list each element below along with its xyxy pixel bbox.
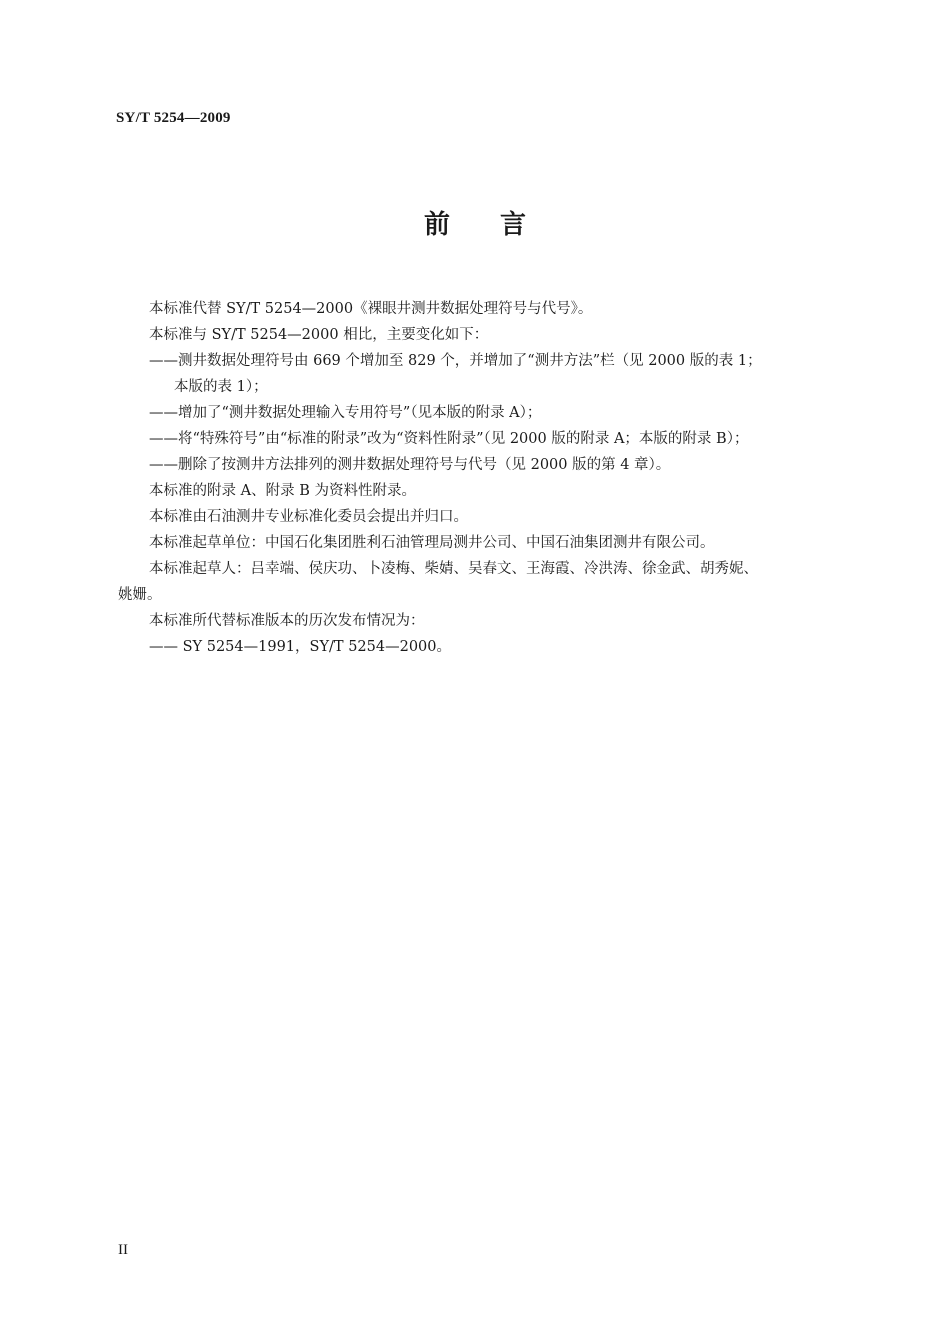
list-item-change-3: ——将“特殊符号”由“标准的附录”改为“资料性附录”（见 2000 版的附录 A；本版的附录 B）； (149, 431, 749, 447)
paragraph-history-intro: 本标准所代替标准版本的历次发布情况为： (149, 613, 425, 629)
preface-body (118, 296, 858, 660)
list-item-change-2: ——增加了“测井数据处理输入专用符号”（见本版的附录 A）； (149, 405, 542, 421)
paragraph-drafters-continued: 姚姗。 (118, 587, 162, 603)
paragraph-drafters: 本标准起草人：吕幸端、侯庆功、卜凌梅、柴婧、吴春文、王海霞、冷洪涛、徐金武、胡秀妮、 (149, 561, 758, 577)
list-item-change-1: ——测井数据处理符号由 669 个增加至 829 个，并增加了“测井方法”栏（见 2000 版的表 1； (149, 353, 762, 369)
list-item-change-4: ——删除了按测井方法排列的测井数据处理符号与代号（见 2000 版的第 4 章）。 (149, 457, 671, 473)
paragraph-proposed-by: 本标准由石油测井专业标准化委员会提出并归口。 (149, 509, 468, 525)
paragraph-appendices: 本标准的附录 A、附录 B 为资料性附录。 (149, 483, 416, 499)
paragraph-replaces: 本标准代替 SY/T 5254—2000《裸眼井测井数据处理符号与代号》。 (149, 301, 593, 317)
page-title: 前言 (423, 210, 576, 240)
list-item-change-1-continued: 本版的表 1）； (174, 379, 268, 395)
list-item-history: —— SY 5254—1991，SY/T 5254—2000。 (149, 639, 452, 655)
page-number: II (118, 1242, 128, 1258)
paragraph-changes-intro: 本标准与 SY/T 5254—2000 相比，主要变化如下： (149, 327, 489, 343)
standard-code-header: SY/T 5254—2009 (116, 110, 231, 126)
paragraph-drafting-units: 本标准起草单位：中国石化集团胜利石油管理局测井公司、中国石油集团测井有限公司。 (149, 535, 715, 551)
